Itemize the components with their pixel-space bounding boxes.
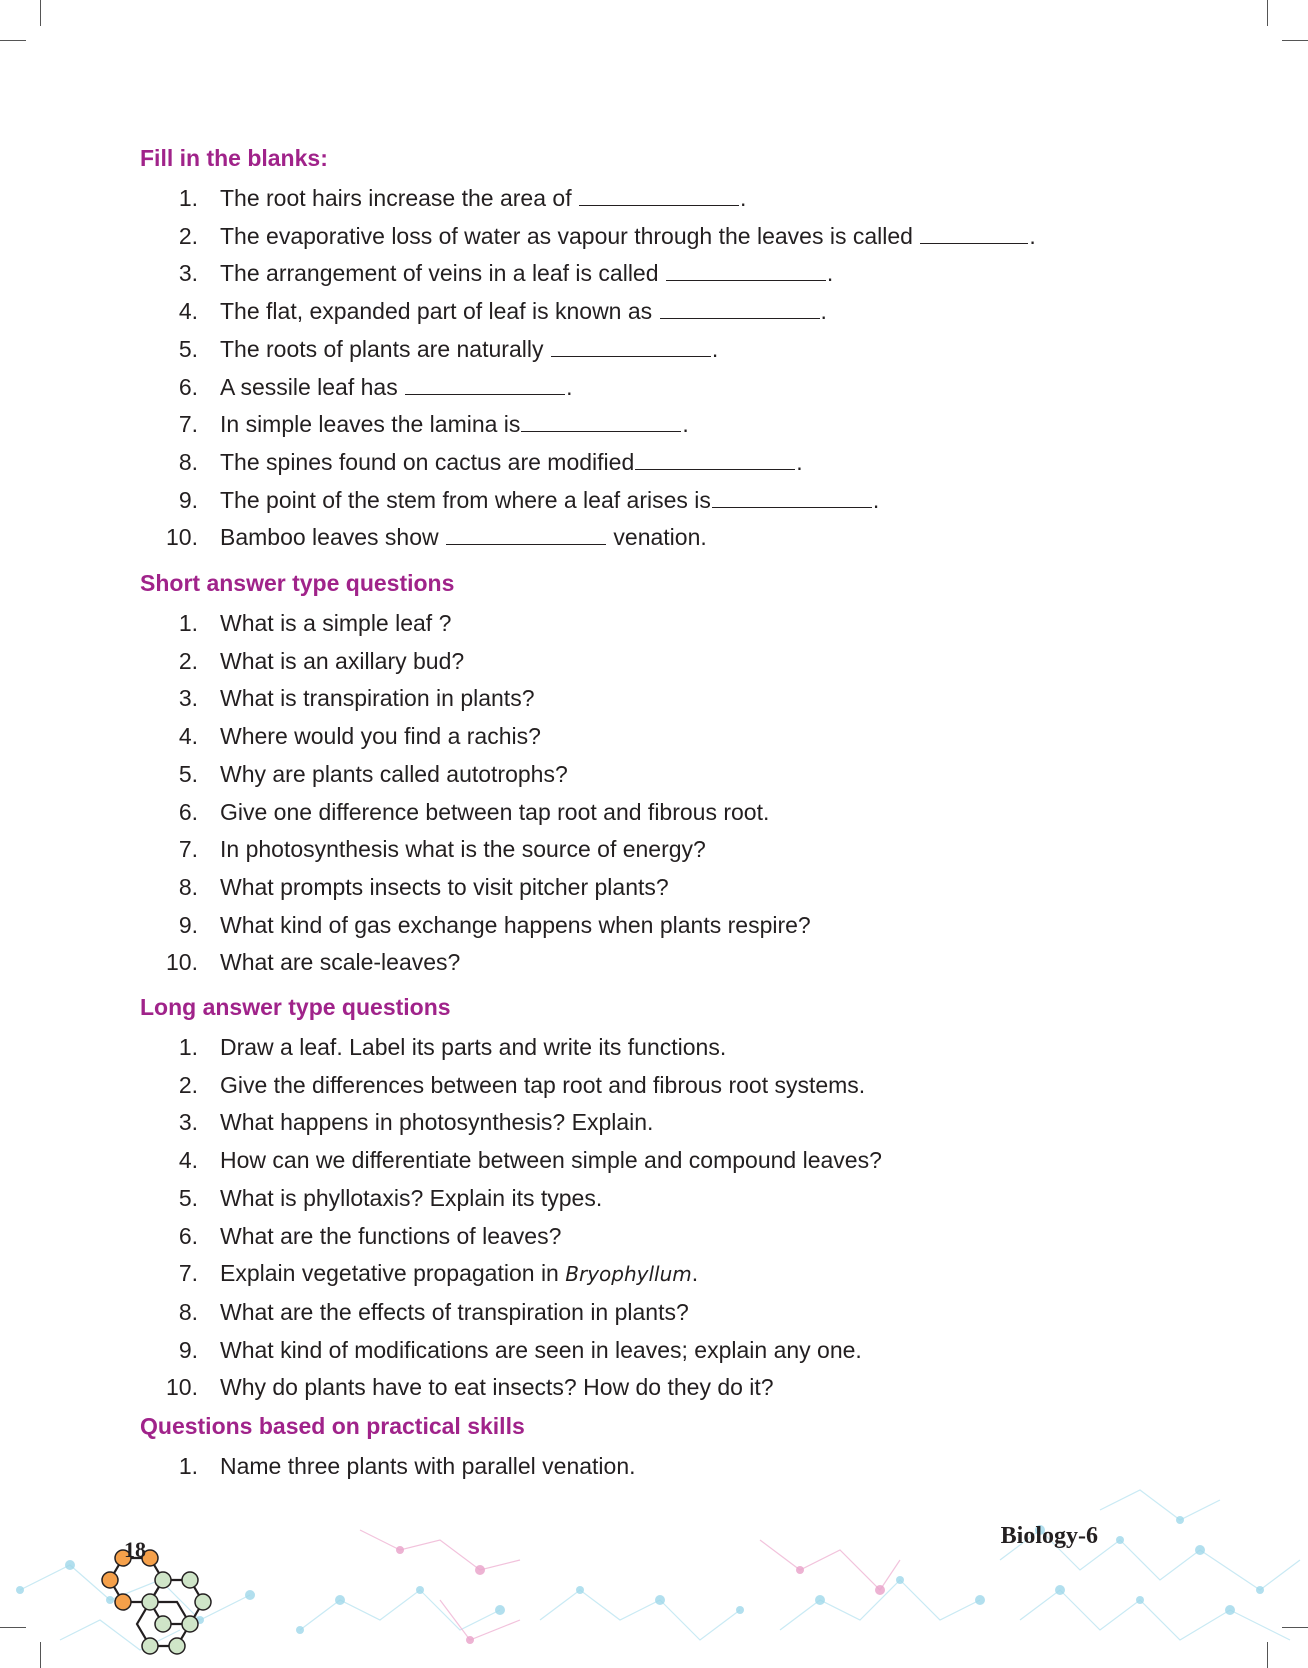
item-number: 6. <box>178 1222 198 1249</box>
answer-blank <box>666 258 826 281</box>
fill-blanks-list <box>140 180 1036 557</box>
item-text-after: . <box>739 185 747 211</box>
item-text: The arrangement of veins in a leaf is called <box>220 260 665 287</box>
question-item <box>140 1142 882 1180</box>
book-title: Biology-6 <box>1000 1523 1098 1549</box>
item-text-after: . <box>711 335 719 362</box>
fill-blanks-section <box>140 142 1036 557</box>
crop-mark <box>40 0 41 26</box>
item-text-after: venation. <box>607 524 707 551</box>
section-heading: Questions based on practical skills <box>140 1413 525 1439</box>
fill-blank-item <box>140 180 1036 218</box>
item-number: 3. <box>178 1109 198 1136</box>
answer-blank <box>920 221 1028 244</box>
item-text-after: . <box>566 373 573 400</box>
crop-mark <box>0 40 26 41</box>
question-text: How can we differentiate between simple and compound leaves? <box>220 1147 882 1174</box>
question-item <box>140 831 811 869</box>
question-text: Draw a leaf. Label its parts and write its functions. <box>220 1034 727 1060</box>
molecule-decoration <box>0 1470 1308 1668</box>
answer-blank <box>521 409 681 432</box>
item-number: 1. <box>178 185 198 211</box>
scientific-name: Bryophyllum <box>565 1262 692 1287</box>
item-number: 5. <box>178 1184 198 1211</box>
answer-blank <box>660 296 820 319</box>
item-text: The point of the stem from where a leaf arises is <box>220 486 711 513</box>
question-text: What is an axillary bud? <box>220 647 465 674</box>
crop-mark <box>1267 0 1268 26</box>
answer-blank <box>579 183 739 206</box>
item-number: 8. <box>178 1298 198 1325</box>
answer-blank <box>712 485 872 508</box>
item-text: Bamboo leaves show <box>220 524 446 551</box>
question-text: What is a simple leaf ? <box>220 610 452 636</box>
item-number: 10. <box>166 524 198 551</box>
item-number: 8. <box>178 448 198 475</box>
item-number: 1. <box>178 1034 198 1060</box>
question-text: What is phyllotaxis? Explain its types. <box>220 1184 603 1211</box>
item-text: In simple leaves the lamina is <box>220 411 521 438</box>
question-item <box>140 1294 882 1332</box>
item-number: 9. <box>178 911 198 938</box>
question-text: What happens in photosynthesis? Explain. <box>220 1109 654 1136</box>
item-text: A sessile leaf has <box>220 373 405 400</box>
question-item <box>140 1332 882 1370</box>
item-text-after: . <box>682 411 689 438</box>
fill-blank-item <box>140 255 1036 293</box>
answer-blank <box>551 334 711 357</box>
item-number: 2. <box>178 222 198 249</box>
fill-blank-item <box>140 406 1036 444</box>
question-text: What is transpiration in plants? <box>220 685 535 712</box>
fill-blank-item <box>140 482 1036 520</box>
question-text: What kind of gas exchange happens when plants respire? <box>220 911 811 938</box>
fill-blank-item <box>140 331 1036 369</box>
question-item <box>140 1180 882 1218</box>
question-text: What are the effects of transpiration in plants? <box>220 1298 689 1325</box>
question-text: Why do plants have to eat insects? How do they do it? <box>220 1374 774 1401</box>
question-text: What are scale-leaves? <box>220 949 461 976</box>
fill-blank-item <box>140 444 1036 482</box>
question-text: What kind of modifications are seen in leaves; explain any one. <box>220 1336 862 1363</box>
item-text: The spines found on cactus are modified <box>220 448 635 475</box>
item-number: 4. <box>178 723 198 750</box>
item-number: 8. <box>178 873 198 900</box>
question-item <box>140 869 811 907</box>
question-text: What are the functions of leaves? <box>220 1222 562 1249</box>
question-item <box>140 605 811 643</box>
item-number: 1. <box>178 610 198 636</box>
item-text-after: . <box>1029 222 1036 249</box>
question-item <box>140 1218 882 1256</box>
question-text-after: . <box>691 1260 699 1287</box>
item-text-after: . <box>826 260 834 287</box>
item-text: The flat, expanded part of leaf is known as <box>220 298 659 325</box>
fill-blank-item <box>140 218 1036 256</box>
question-text: Give one difference between tap root and fibrous root. <box>220 798 770 825</box>
item-number: 5. <box>178 335 198 362</box>
question-item <box>140 1255 882 1294</box>
question-item <box>140 1104 882 1142</box>
item-number: 6. <box>178 798 198 825</box>
page-number: 18 <box>124 1537 146 1562</box>
item-number: 9. <box>178 486 198 513</box>
answer-blank <box>635 447 795 470</box>
item-number: 7. <box>178 411 198 438</box>
question-item <box>140 1067 882 1105</box>
item-text: The roots of plants are naturally <box>220 335 550 362</box>
question-text: Give the differences between tap root and fibrous root systems. <box>220 1071 866 1098</box>
fill-blank-item <box>140 519 1036 557</box>
item-number: 6. <box>178 373 198 400</box>
item-number: 10. <box>166 949 198 976</box>
item-text-after: . <box>796 448 803 475</box>
short-answer-list <box>140 605 811 982</box>
section-heading: Short answer type questions <box>140 570 455 596</box>
item-number: 3. <box>178 685 198 712</box>
item-number: 3. <box>178 260 198 287</box>
item-number: 9. <box>178 1336 198 1363</box>
item-number: 5. <box>178 760 198 787</box>
question-item <box>140 1369 882 1407</box>
section-heading: Fill in the blanks: <box>140 145 328 171</box>
item-text-after: . <box>872 486 880 513</box>
question-text: Name three plants with parallel venation. <box>220 1453 636 1479</box>
item-text: The evaporative loss of water as vapour through the leaves is called <box>220 222 920 249</box>
long-answer-section <box>140 991 882 1407</box>
crop-mark <box>1282 40 1308 41</box>
section-heading: Long answer type questions <box>140 994 451 1020</box>
question-item <box>140 944 811 982</box>
item-text-after: . <box>820 298 827 325</box>
question-text: Where would you find a rachis? <box>220 723 541 750</box>
item-number: 4. <box>178 1147 198 1174</box>
question-item <box>140 718 811 756</box>
question-text: Explain vegetative propagation in <box>220 1260 566 1287</box>
item-number: 2. <box>178 647 198 674</box>
question-item <box>140 680 811 718</box>
item-number: 1. <box>178 1453 198 1479</box>
item-number: 10. <box>166 1374 198 1401</box>
answer-blank <box>405 372 565 395</box>
question-item <box>140 643 811 681</box>
item-number: 4. <box>178 298 198 325</box>
question-text: What prompts insects to visit pitcher plants? <box>220 873 669 900</box>
short-answer-section <box>140 567 811 982</box>
question-item <box>140 794 811 832</box>
fill-blank-item <box>140 293 1036 331</box>
item-number: 7. <box>178 1260 198 1287</box>
question-item <box>140 907 811 945</box>
item-text: The root hairs increase the area of <box>220 185 578 211</box>
question-item <box>140 756 811 794</box>
question-item <box>140 1029 882 1067</box>
item-number: 2. <box>178 1071 198 1098</box>
fill-blank-item <box>140 369 1036 407</box>
long-answer-list <box>140 1029 882 1407</box>
question-text: Why are plants called autotrophs? <box>220 760 568 787</box>
item-number: 7. <box>178 836 198 863</box>
answer-blank <box>446 522 606 545</box>
question-text: In photosynthesis what is the source of energy? <box>220 836 706 863</box>
